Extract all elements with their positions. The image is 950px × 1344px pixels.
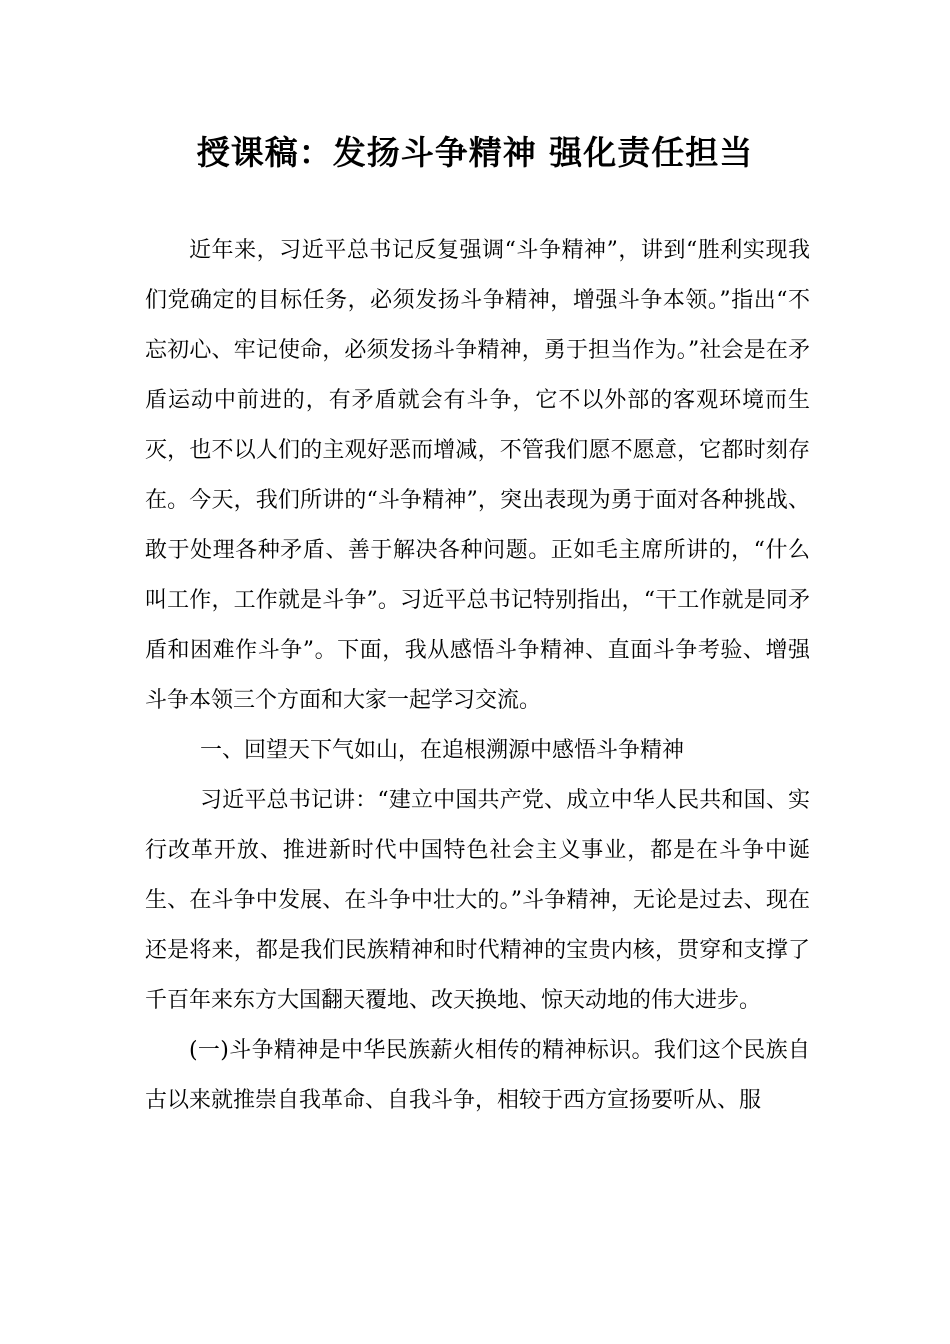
section-heading-1: 一、回望天下气如山，在追根溯源中感悟斗争精神 <box>200 738 685 763</box>
document-title: 授课稿：发扬斗争精神 强化责任担当 <box>196 133 754 172</box>
document-body <box>145 226 810 1126</box>
paragraph-subsection-1: (一)斗争精神是中华民族薪火相传的精神标识。我们这个民族自古以来就推崇自我革命、自我斗争，相较于西方宣扬要听从、服 <box>145 1038 810 1113</box>
paragraph-quote: 习近平总书记讲：“建立中国共产党、成立中华人民共和国、实行改革开放、推进新时代中国特色社会主义事业，都是在斗争中诞生、在斗争中发展、在斗争中壮大的。”斗争精神，无论是过去、现在还是将来，都是我们民族精神和时代精神的宝贵内核，贯穿和支撑了千百年来东方大国翻天覆地、改天换地、惊天动地的伟大进步。 <box>145 788 810 1013</box>
paragraph-intro: 近年来，习近平总书记反复强调“斗争精神”，讲到“胜利实现我们党确定的目标任务，必须发扬斗争精神，增强斗争本领。”指出“不忘初心、牢记使命，必须发扬斗争精神，勇于担当作为。”社会是在矛盾运动中前进的，有矛盾就会有斗争，它不以外部的客观环境而生灭，也不以人们的主观好恶而增减，不管我们愿不愿意，它都时刻存在。今天，我们所讲的“斗争精神”，突出表现为勇于面对各种挑战、敢于处理各种矛盾、善于解决各种问题。正如毛主席所讲的，“什么叫工作，工作就是斗争”。习近平总书记特别指出，“干工作就是同矛盾和困难作斗争”。下面，我从感悟斗争精神、直面斗争考验、增强斗争本领三个方面和大家一起学习交流。 <box>145 238 810 713</box>
